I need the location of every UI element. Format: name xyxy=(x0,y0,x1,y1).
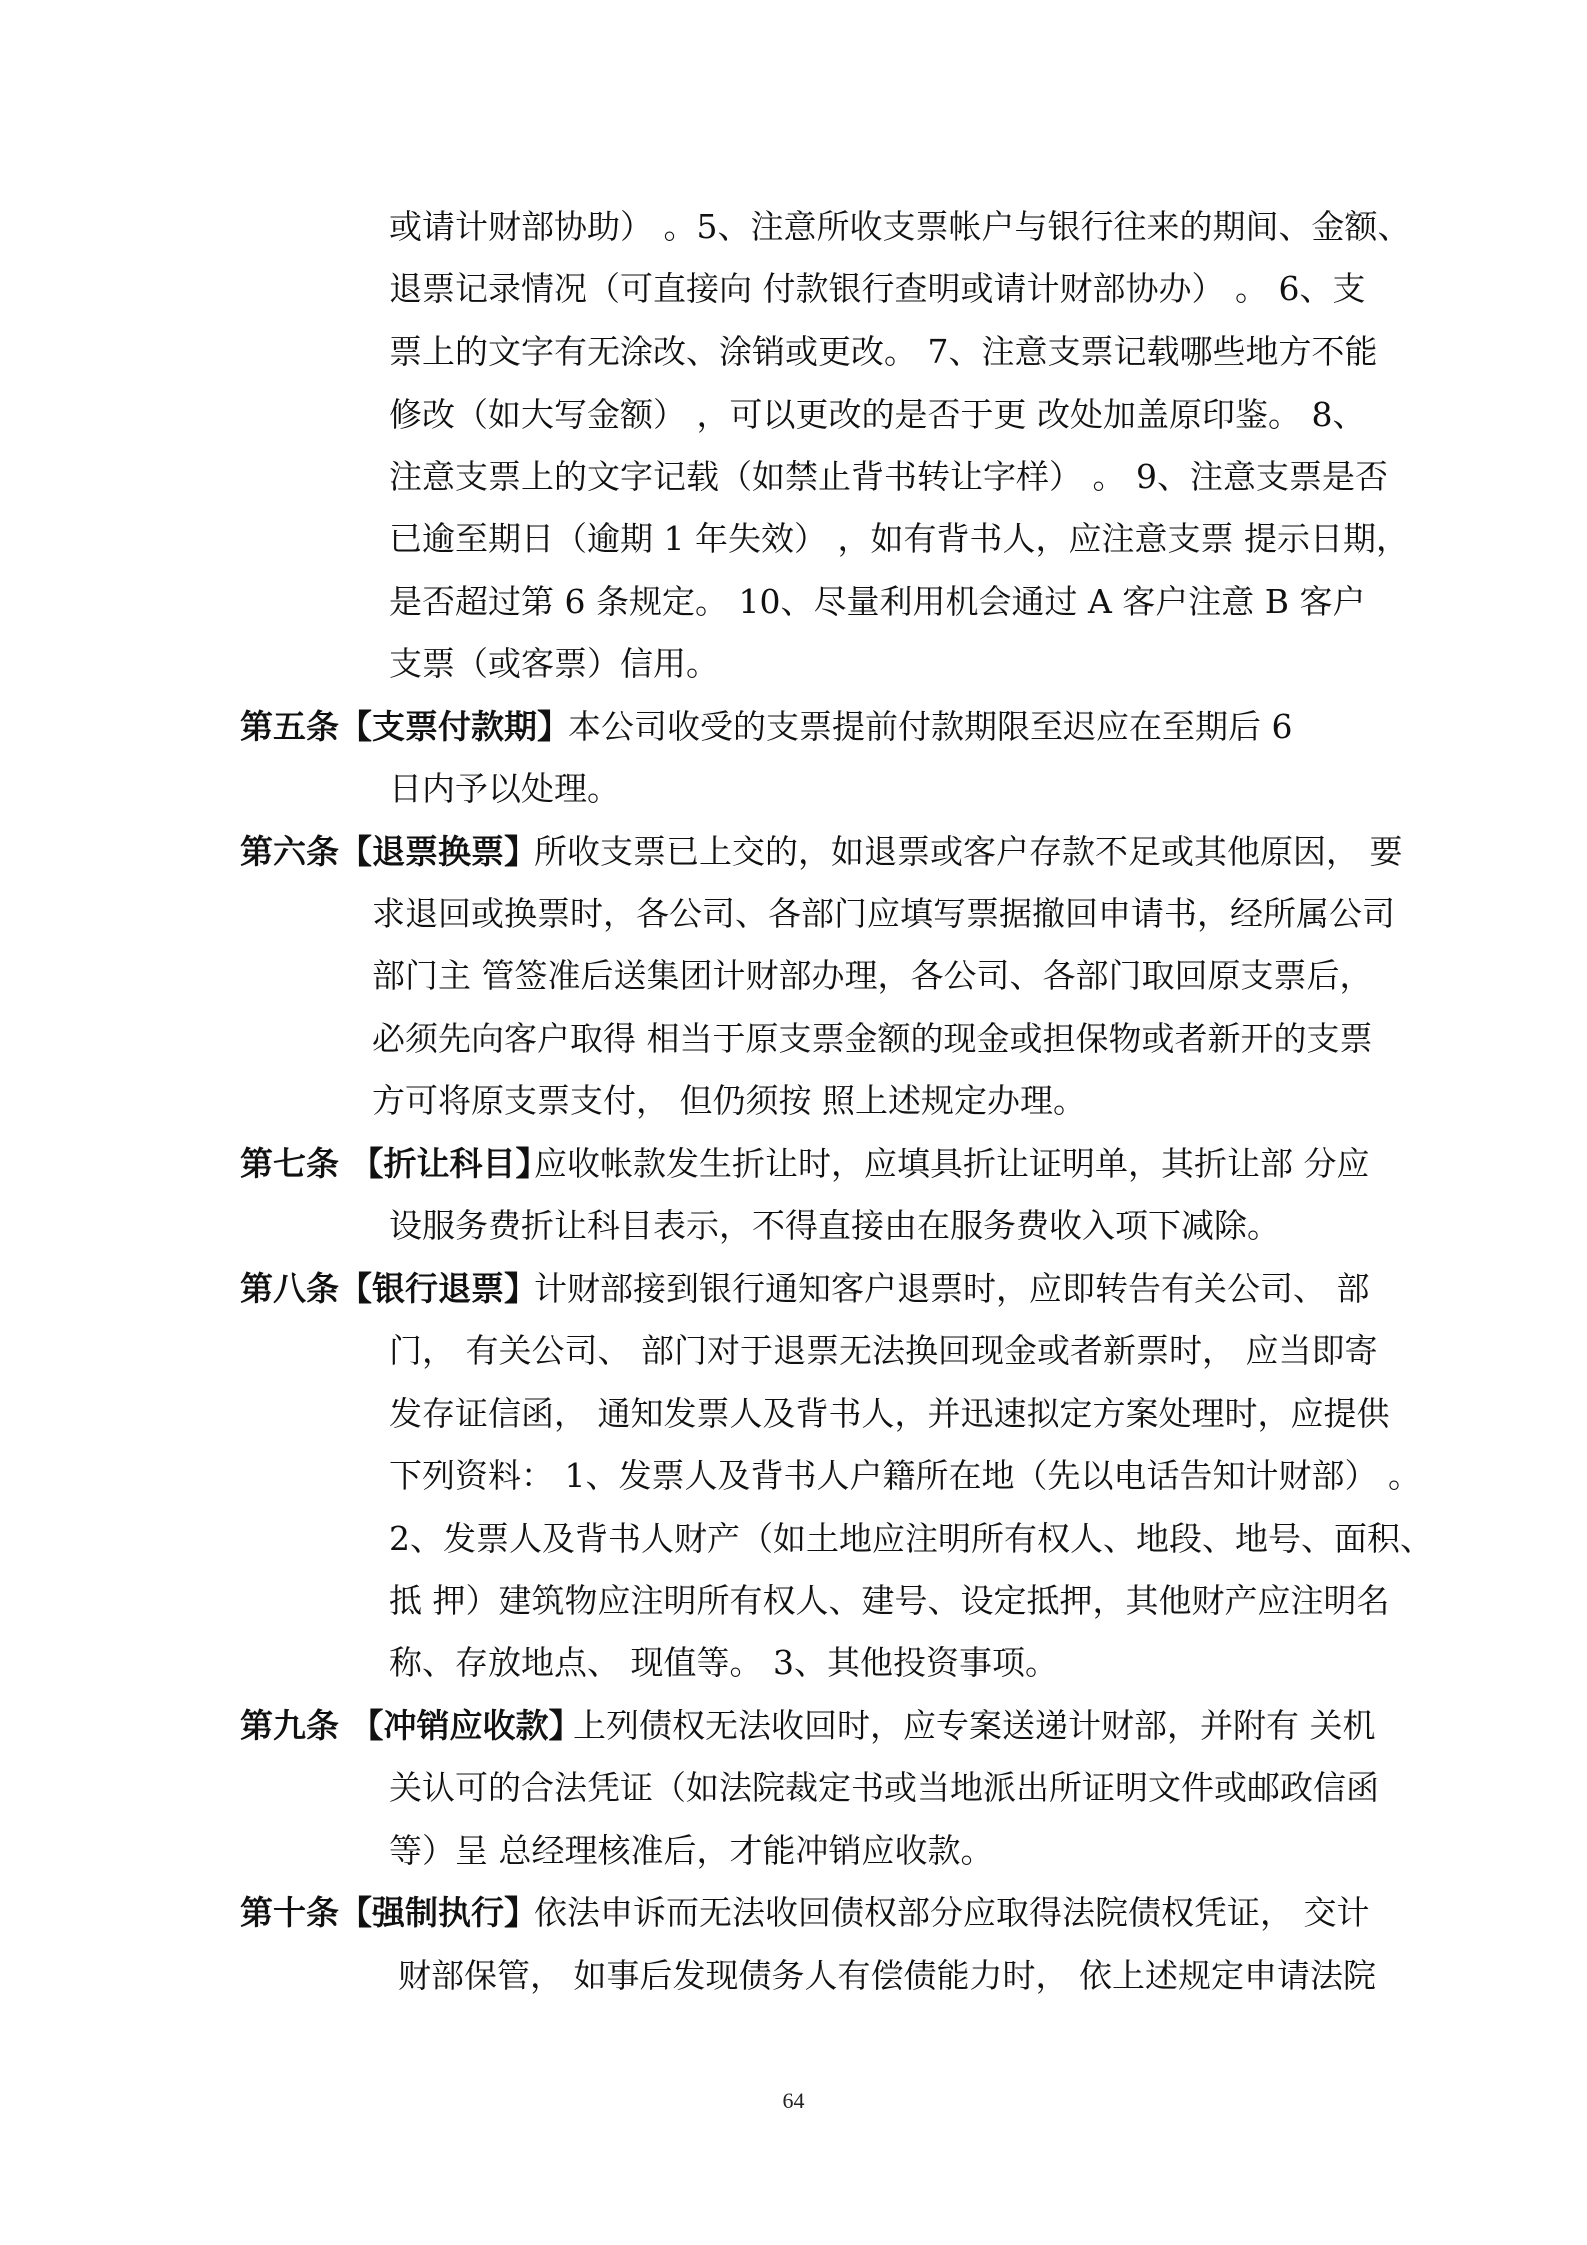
line-text: 发存证信函， 通知发票人及背书人，并迅速拟定方案处理时，应提供 xyxy=(389,1394,1390,1433)
text-line xyxy=(0,1508,1587,1570)
line-text: 称、存放地点、 现值等。 3、其他投资事项。 xyxy=(389,1643,1058,1682)
text-line xyxy=(0,1008,1587,1070)
line-text: 门， 有关公司、 部门对于退票无法换回现金或者新票时， 应当即寄 xyxy=(389,1331,1378,1370)
line-text: 设服务费折让科目表示，不得直接由在服务费收入项下减除。 xyxy=(389,1206,1280,1245)
line-text: 计财部接到银行通知客户退票时，应即转告有关公司、 部 xyxy=(534,1269,1370,1308)
text-line xyxy=(0,1320,1587,1382)
line-text: 求退回或换票时，各公司、各部门应填写票据撤回申请书，经所属公司 xyxy=(372,894,1395,933)
line-text: 票上的文字有无涂改、涂销或更改。 7、注意支票记载哪些地方不能 xyxy=(389,332,1378,371)
line-text: 注意支票上的文字记载（如禁止背书转让字样） 。 9、注意支票是否 xyxy=(389,457,1388,496)
text-line xyxy=(0,758,1587,820)
text-line xyxy=(0,633,1587,695)
text-line xyxy=(0,321,1587,383)
line-text: 部门主 管签准后送集团计财部办理，各公司、各部门取回原支票后， xyxy=(372,956,1373,995)
article-10-label: 第十条【强制执行】 xyxy=(240,1893,537,1932)
text-line xyxy=(0,1570,1587,1632)
text-line xyxy=(0,1383,1587,1445)
article-10-heading-line xyxy=(0,1882,1587,1944)
line-text: 或请计财部协助） 。5、注意所收支票帐户与银行往来的期间、金额、 xyxy=(389,207,1411,246)
text-line xyxy=(0,1195,1587,1257)
line-text: 等）呈 总经理核准后，才能冲销应收款。 xyxy=(389,1831,994,1870)
text-line xyxy=(0,1445,1587,1507)
line-text: 关认可的合法凭证（如法院裁定书或当地派出所证明文件或邮政信函 xyxy=(389,1768,1379,1807)
text-line xyxy=(0,384,1587,446)
line-text: 日内予以处理。 xyxy=(389,769,620,808)
article-6-heading-line xyxy=(0,821,1587,883)
article-5-heading-line xyxy=(0,696,1587,758)
line-text: 财部保管， 如事后发现债务人有偿债能力时， 依上述规定申请法院 xyxy=(398,1956,1376,1995)
article-5-label: 第五条【支票付款期】 xyxy=(240,707,570,746)
line-text: 已逾至期日（逾期 1 年失效） ，如有背书人，应注意支票 提示日期， xyxy=(389,519,1409,558)
line-text: 本公司收受的支票提前付款期限至迟应在至期后 6 xyxy=(568,707,1293,746)
article-9-label: 第九条 【冲销应收款】 xyxy=(240,1706,582,1745)
line-text: 修改（如大写金额） ，可以更改的是否于更 改处加盖原印鉴。 8、 xyxy=(389,395,1366,434)
article-8-label: 第八条【银行退票】 xyxy=(240,1269,537,1308)
text-line xyxy=(0,446,1587,508)
line-text: 是否超过第 6 条规定。 10、尽量利用机会通过 A 客户注意 B 客户 xyxy=(389,582,1366,621)
article-7-label: 第七条 【折让科目】 xyxy=(240,1144,549,1183)
line-text: 2、发票人及背书人财产（如土地应注明所有权人、地段、地号、面积、 xyxy=(389,1519,1433,1558)
line-text: 支票（或客票）信用。 xyxy=(389,644,719,683)
text-line xyxy=(0,571,1587,633)
text-line xyxy=(0,1820,1587,1882)
text-line xyxy=(0,1945,1587,2007)
line-text: 应收帐款发生折让时，应填具折让证明单，其折让部 分应 xyxy=(534,1144,1370,1183)
text-line xyxy=(0,196,1587,258)
line-text: 必须先向客户取得 相当于原支票金额的现金或担保物或者新开的支票 xyxy=(372,1019,1373,1058)
article-6-label: 第六条【退票换票】 xyxy=(240,832,537,871)
line-text: 抵 押）建筑物应注明所有权人、建号、设定抵押，其他财产应注明名 xyxy=(389,1581,1390,1620)
line-text: 依法申诉而无法收回债权部分应取得法院债权凭证， 交计 xyxy=(534,1893,1370,1932)
line-text: 所收支票已上交的，如退票或客户存款不足或其他原因， 要 xyxy=(534,832,1403,871)
text-line xyxy=(0,258,1587,320)
line-text: 方可将原支票支付， 但仍须按 照上述规定办理。 xyxy=(372,1081,1086,1120)
text-line xyxy=(0,1070,1587,1132)
text-line xyxy=(0,508,1587,570)
text-line xyxy=(0,1757,1587,1819)
line-text: 上列债权无法收回时，应专案送递计财部，并附有 关机 xyxy=(573,1706,1376,1745)
article-8-heading-line xyxy=(0,1258,1587,1320)
line-text: 下列资料： 1、发票人及背书人户籍所在地（先以电话告知计财部） 。 xyxy=(389,1456,1421,1495)
page-number: 64 xyxy=(782,2088,805,2113)
article-7-heading-line xyxy=(0,1133,1587,1195)
text-line xyxy=(0,945,1587,1007)
text-line xyxy=(0,883,1587,945)
line-text: 退票记录情况（可直接向 付款银行查明或请计财部协办） 。 6、支 xyxy=(389,269,1366,308)
article-9-heading-line xyxy=(0,1695,1587,1757)
text-line xyxy=(0,1632,1587,1694)
